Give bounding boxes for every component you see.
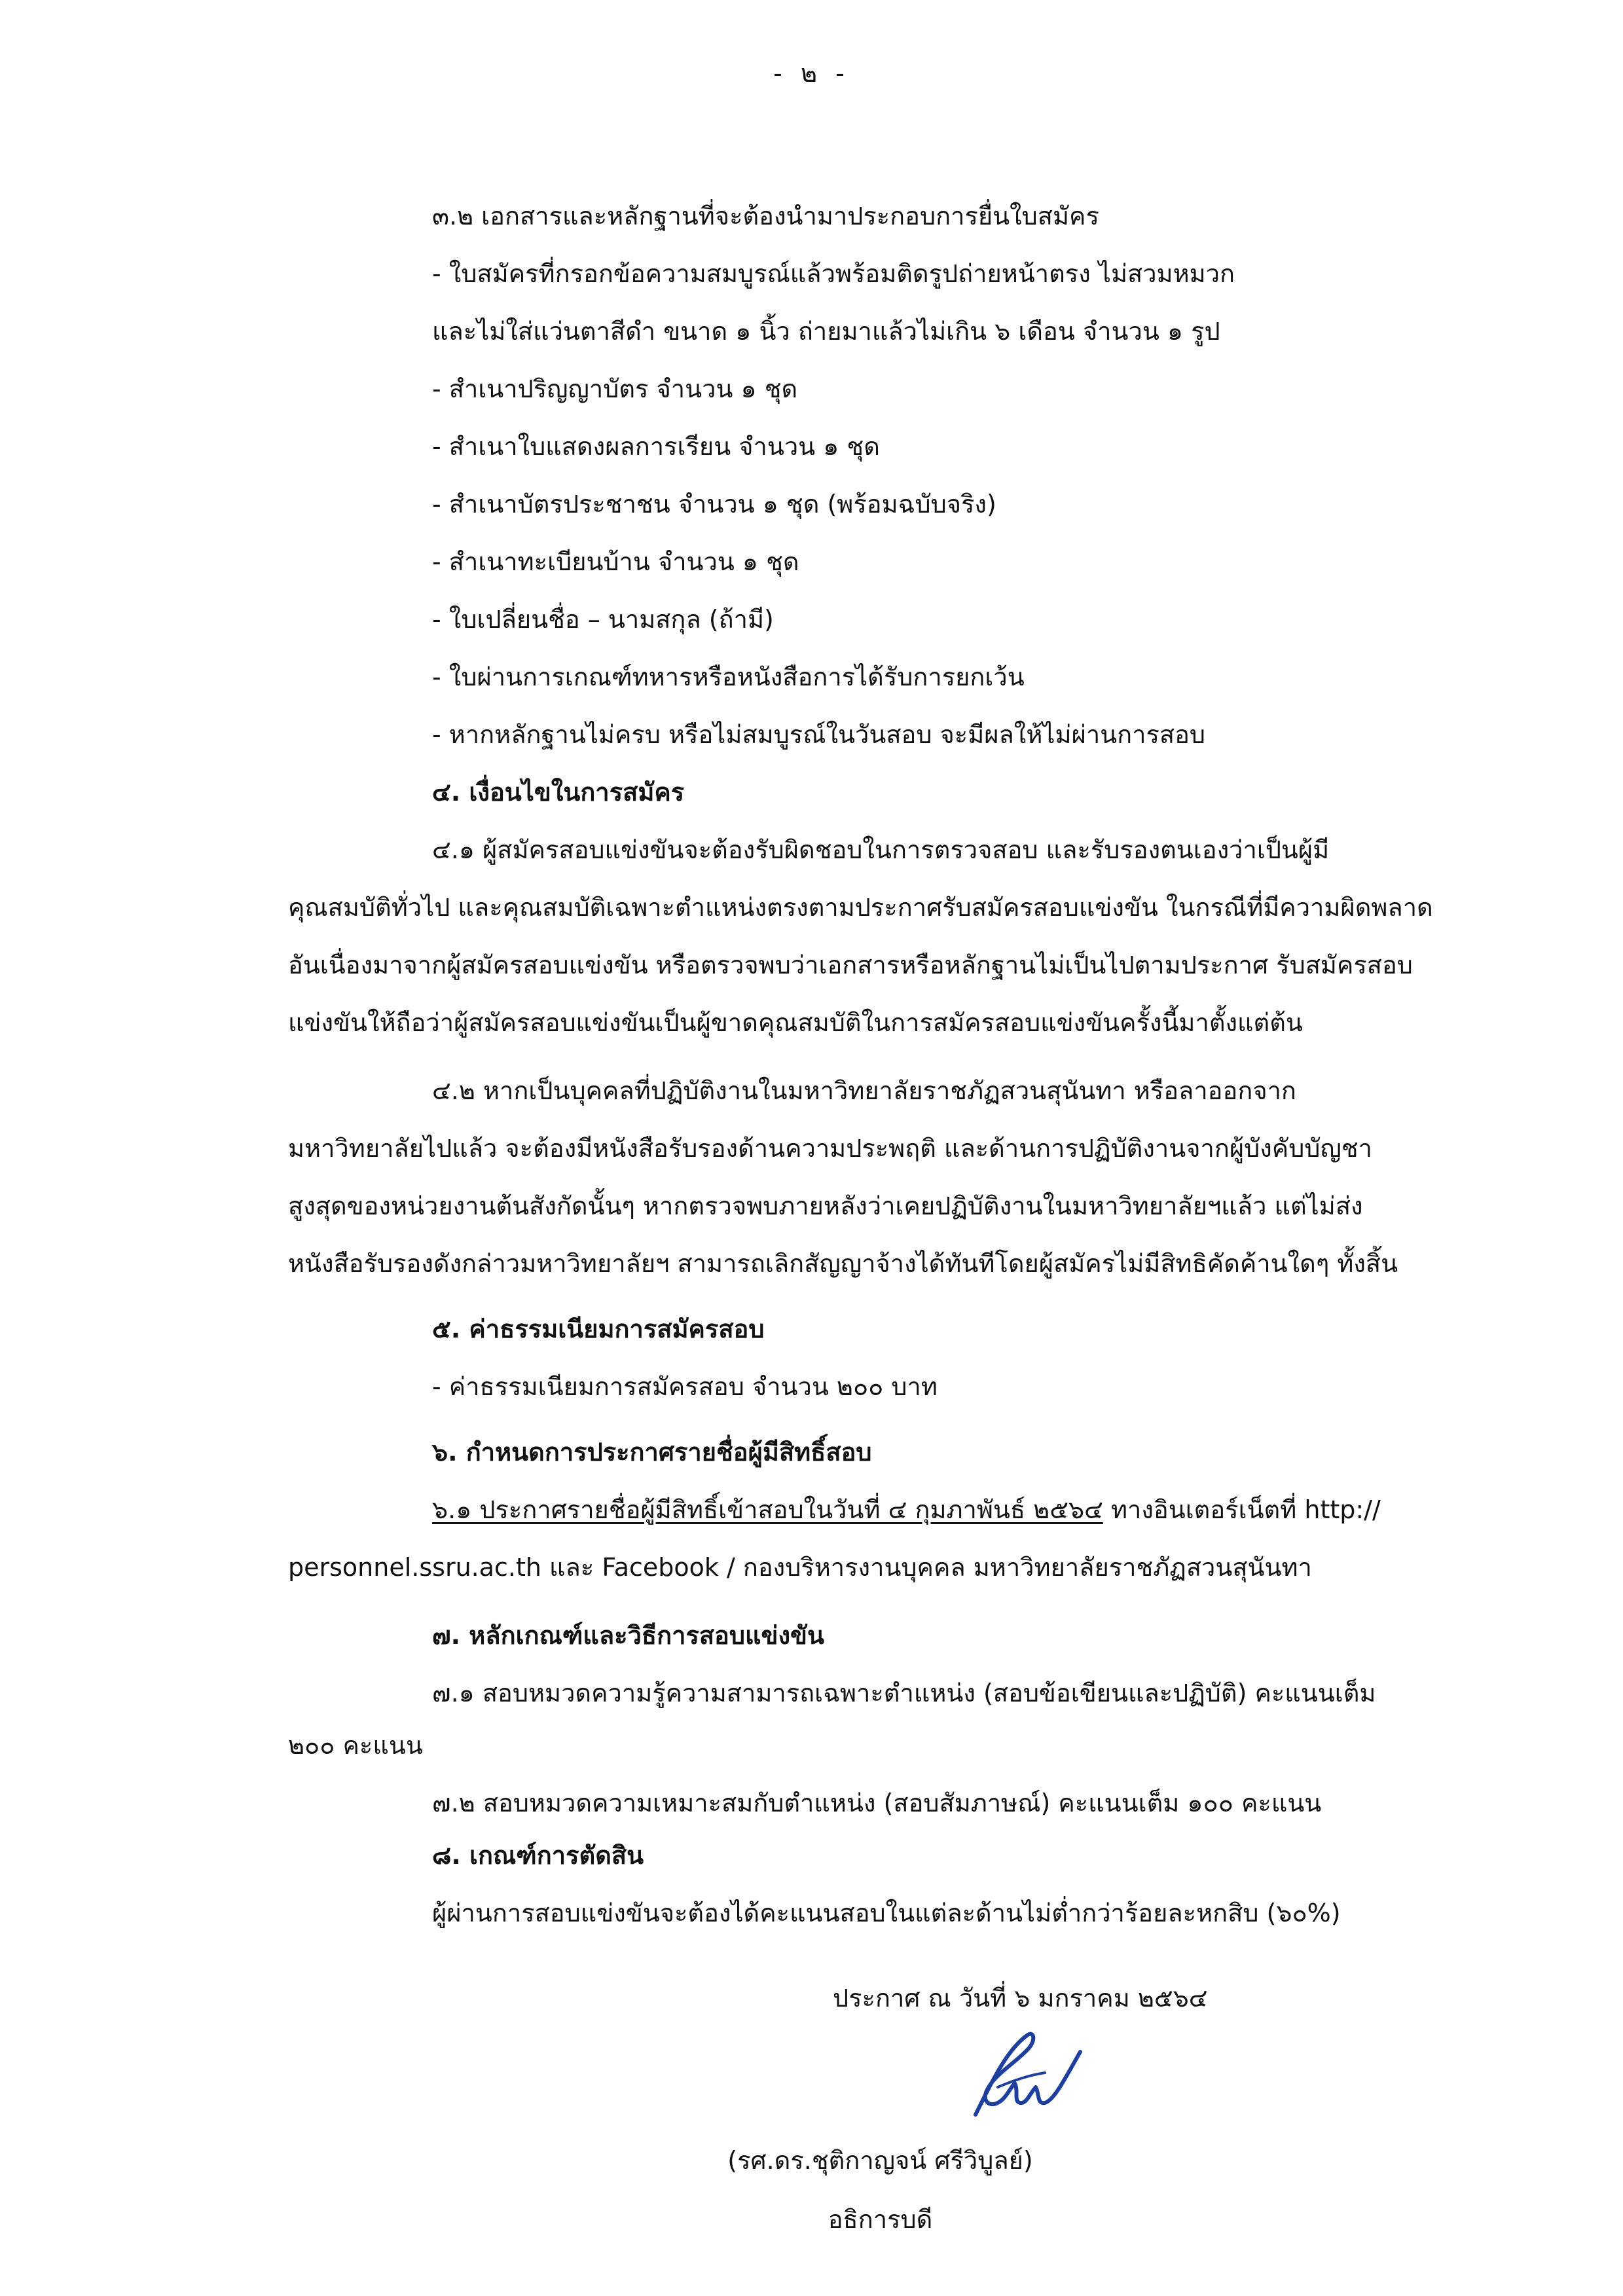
paragraph-line: มหาวิทยาลัยไปแล้ว จะต้องมีหนังสือรับรองด้านความประพฤติ และด้านการปฏิบัติงานจากผู้บังคับบัญชา: [288, 1134, 1372, 1163]
list-item: - สำเนาทะเบียนบ้าน จำนวน ๑ ชุด: [432, 547, 799, 576]
paragraph-line: แข่งขันให้ถือว่าผู้สมัครสอบแข่งขันเป็นผู้ขาดคุณสมบัติในการสมัครสอบแข่งขันครั้งนี้มาตั้งแต่ต้น: [288, 1008, 1303, 1037]
website-line: personnel.ssru.ac.th และ Facebook / กองบริหารงานบุคคล มหาวิทยาลัยราชภัฏสวนสุนันทา: [288, 1553, 1312, 1582]
signature: [930, 2010, 1126, 2134]
criteria-line: ๗.๒ สอบหมวดความเหมาะสมกับตำแหน่ง (สอบสัมภาษณ์) คะแนนเต็ม ๑๐๐ คะแนน: [432, 1789, 1322, 1817]
section-5-heading: ๕. ค่าธรรมเนียมการสมัครสอบ: [432, 1315, 765, 1343]
announcement-date-line: [432, 1490, 1381, 1529]
criteria-line: ๒๐๐ คะแนน: [288, 1731, 423, 1760]
paragraph-line: หนังสือรับรองดังกล่าวมหาวิทยาลัยฯ สามารถเลิกสัญญาจ้างได้ทันทีโดยผู้สมัครไม่มีสิทธิคัดค้านใดๆ ทั้งสิ้น: [288, 1249, 1398, 1278]
signer-position: อธิการบดี: [828, 2205, 933, 2234]
internet-text: ทางอินเตอร์เน็ตที่ http://: [1103, 1495, 1381, 1524]
page-number: - ๒ -: [773, 59, 850, 88]
paragraph-line: ๔.๒ หากเป็นบุคคลที่ปฏิบัติงานในมหาวิทยาลัยราชภัฏสวนสุนันทา หรือลาออกจาก: [432, 1076, 1296, 1105]
signer-name: (รศ.ดร.ชุติกาญจน์ ศรีวิบูลย์): [727, 2146, 1033, 2175]
list-item: - ใบสมัครที่กรอกข้อความสมบูรณ์แล้วพร้อมติดรูปถ่ายหน้าตรง ไม่สวมหมวก: [432, 259, 1235, 288]
list-item: - หากหลักฐานไม่ครบ หรือไม่สมบูรณ์ในวันสอบ จะมีผลให้ไม่ผ่านการสอบ: [432, 720, 1206, 749]
list-item: - สำเนาใบแสดงผลการเรียน จำนวน ๑ ชุด: [432, 432, 880, 461]
list-item: - ใบผ่านการเกณฑ์ทหารหรือหนังสือการได้รับการยกเว้น: [432, 663, 1025, 691]
section-8-heading: ๘. เกณฑ์การตัดสิน: [432, 1841, 644, 1870]
list-item: - สำเนาบัตรประชาชน จำนวน ๑ ชุด (พร้อมฉบับจริง): [432, 490, 996, 519]
judging-line: ผู้ผ่านการสอบแข่งขันจะต้องได้คะแนนสอบในแต่ละด้านไม่ต่ำกว่าร้อยละหกสิบ (๖๐%): [432, 1899, 1341, 1927]
list-item: และไม่ใส่แว่นตาสีดำ ขนาด ๑ นิ้ว ถ่ายมาแล้วไม่เกิน ๖ เดือน จำนวน ๑ รูป: [432, 317, 1220, 346]
section-4-heading: ๔. เงื่อนไขในการสมัคร: [432, 778, 685, 807]
section-6-heading: ๖. กำหนดการประกาศรายชื่อผู้มีสิทธิ์สอบ: [432, 1438, 872, 1467]
fee-line: - ค่าธรรมเนียมการสมัครสอบ จำนวน ๒๐๐ บาท: [432, 1372, 938, 1401]
signature-icon: [930, 2010, 1126, 2134]
announcement-date: ๖.๑ ประกาศรายชื่อผู้มีสิทธิ์เข้าสอบในวันที่ ๔ กุมภาพันธ์ ๒๕๖๔: [432, 1495, 1103, 1524]
list-item: - ใบเปลี่ยนชื่อ – นามสกุล (ถ้ามี): [432, 605, 774, 634]
paragraph-line: สูงสุดของหน่วยงานต้นสังกัดนั้นๆ หากตรวจพบภายหลังว่าเคยปฏิบัติงานในมหาวิทยาลัยฯแล้ว แต่ไม่ส่ง: [288, 1192, 1363, 1220]
section-7-heading: ๗. หลักเกณฑ์และวิธีการสอบแข่งขัน: [432, 1621, 824, 1650]
announce-date: ประกาศ ณ วันที่ ๖ มกราคม ๒๕๖๔: [833, 1984, 1208, 2013]
list-item: - สำเนาปริญญาบัตร จำนวน ๑ ชุด: [432, 374, 798, 403]
criteria-line: ๗.๑ สอบหมวดความรู้ความสามารถเฉพาะตำแหน่ง (สอบข้อเขียนและปฏิบัติ) คะแนนเต็ม: [432, 1679, 1376, 1707]
section-3-2-title: ๓.๒ เอกสารและหลักฐานที่จะต้องนำมาประกอบการยื่นใบสมัคร: [432, 202, 1099, 230]
paragraph-line: คุณสมบัติทั่วไป และคุณสมบัติเฉพาะตำแหน่งตรงตามประกาศรับสมัครสอบแข่งขัน ในกรณีที่มีความผิดพลาด: [288, 893, 1433, 922]
paragraph-line: ๔.๑ ผู้สมัครสอบแข่งขันจะต้องรับผิดชอบในการตรวจสอบ และรับรองตนเองว่าเป็นผู้มี: [432, 835, 1330, 864]
paragraph-line: อันเนื่องมาจากผู้สมัครสอบแข่งขัน หรือตรวจพบว่าเอกสารหรือหลักฐานไม่เป็นไปตามประกาศ รับสมัครสอบ: [288, 951, 1413, 979]
